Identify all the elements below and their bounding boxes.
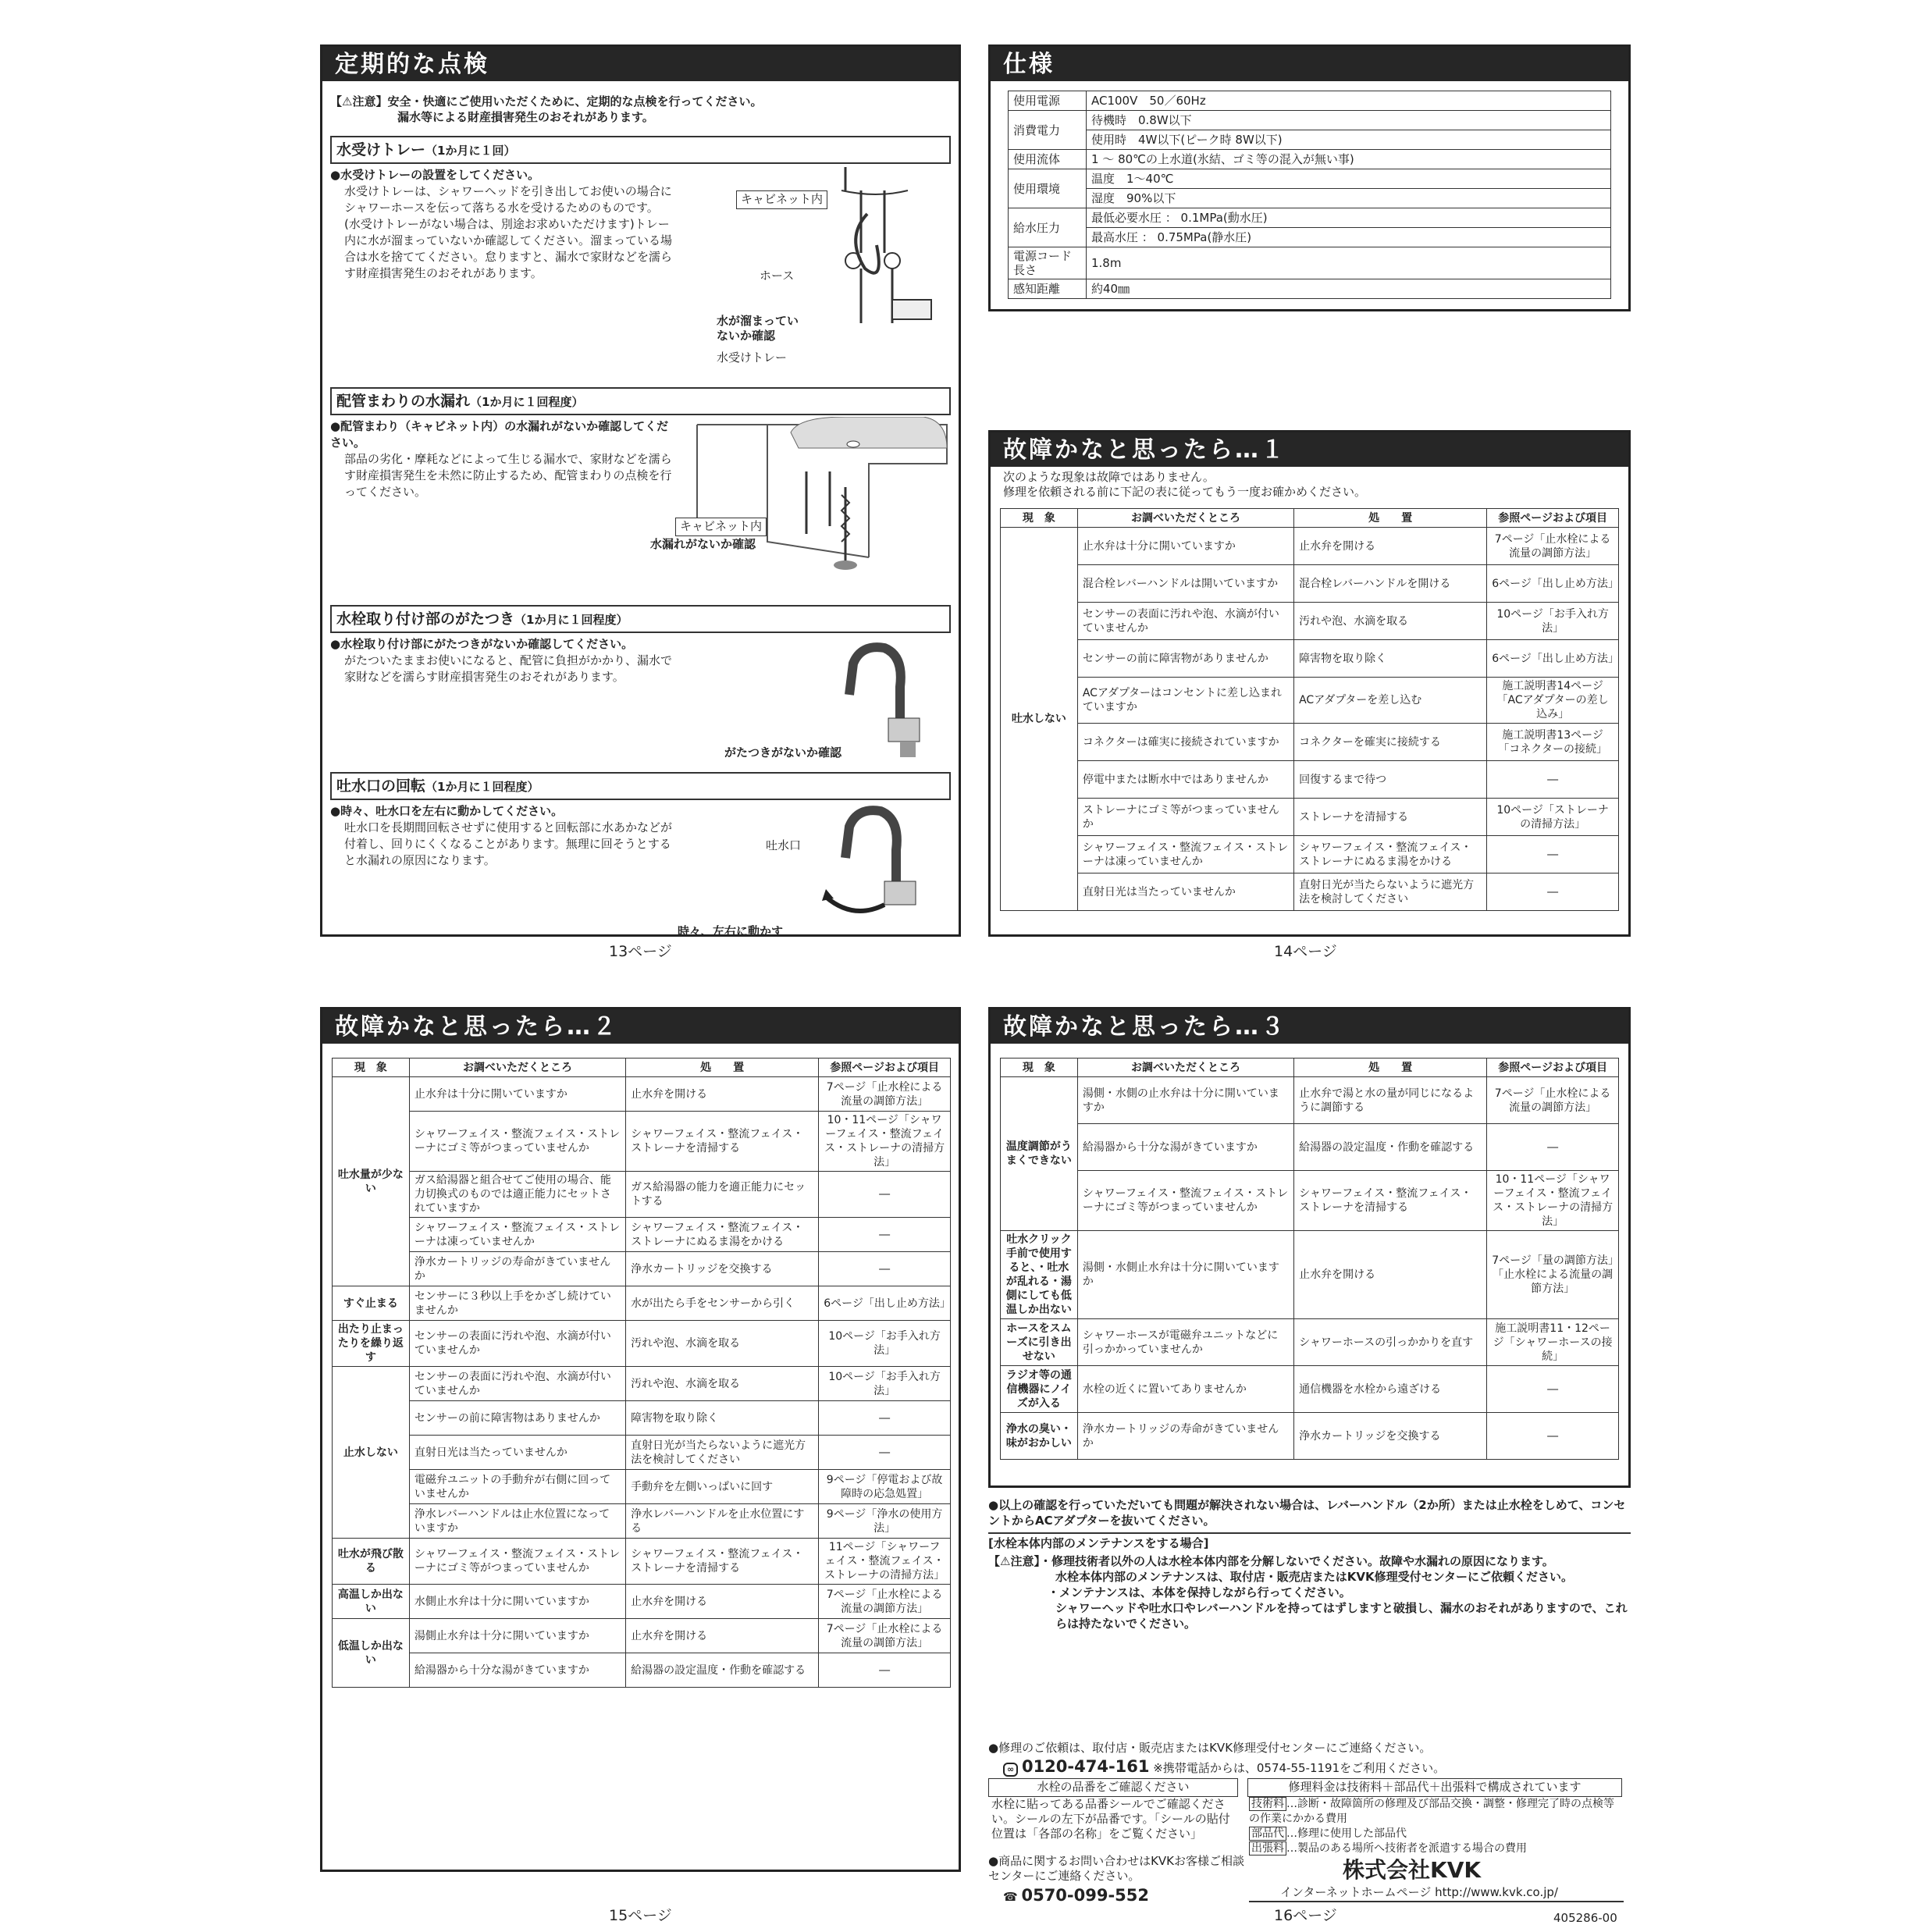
spout-body: 吐水口を長期間回転させずに使用すると回転部に水あかなどが付着し、回りにくくなることがあります。無理に回そうとすると水漏れの原因になります。: [344, 820, 673, 867]
section-spout-label: 吐水口の回転: [336, 777, 426, 795]
phenomenon-cell: 吐水クリック手前で使用すると、・吐水が乱れる・湯側にしても低温しか出ない: [1001, 1231, 1078, 1319]
check-cell: 浄水カートリッジの寿命がきていませんか: [1077, 1413, 1293, 1460]
check-cell: センサーの前に障害物がありませんか: [1077, 640, 1293, 678]
spec-row: [1009, 150, 1611, 169]
action-cell: シャワーフェイス・整流フェイス・ストレーナにぬるま湯をかける: [626, 1218, 819, 1252]
action-cell: 汚れや泡、水滴を取る: [626, 1367, 819, 1401]
check-cell: シャワーフェイス・整流フェイス・ストレーナにゴミ等がつまっていませんか: [409, 1112, 625, 1172]
table-row: [333, 1112, 951, 1172]
action-cell: 止水弁で湯と水の量が同じになるように調節する: [1294, 1077, 1487, 1124]
trouble3-table: [1000, 1058, 1619, 1460]
action-cell: 給湯器の設定温度・作動を確認する: [1294, 1124, 1487, 1171]
table-row: [333, 1286, 951, 1321]
action-cell: 止水弁を開ける: [1294, 528, 1487, 565]
spec-key: 使用流体: [1009, 150, 1087, 169]
action-cell: ガス給湯器の能力を適正能力にセットする: [626, 1172, 819, 1218]
table-row: [333, 1470, 951, 1504]
check-cell: 混合栓レバーハンドルは開いていますか: [1077, 565, 1293, 603]
tel1-number[interactable]: 0120-474-161: [1021, 1757, 1150, 1776]
reference-cell: ―: [819, 1218, 951, 1252]
reference-cell: 施工説明書11・12ページ「シャワーホースの接続」: [1487, 1319, 1619, 1366]
check-cell: 停電中または断水中ではありませんか: [1077, 761, 1293, 799]
table-row: [1001, 724, 1619, 761]
phenomenon-cell: すぐ止まる: [333, 1286, 410, 1321]
table-row: [1001, 640, 1619, 678]
fee-value: …診断・故障箇所の修理及び部品交換・調整・修理完了時の点検等の作業にかかる費用: [1249, 1798, 1614, 1825]
section-pipe-freq: （1か月に１回程度）: [470, 395, 584, 409]
table-row: [1001, 1319, 1619, 1366]
table-row: [333, 1585, 951, 1619]
navi-dial-icon: ☎: [1003, 1890, 1018, 1904]
spout-lead: ●時々、吐水口を左右に動かしてください。: [330, 804, 564, 818]
table-row: [333, 1077, 951, 1112]
reference-cell: 10・11ページ「シャワーフェイス・整流フェイス・ストレーナの清掃方法」: [819, 1112, 951, 1172]
spec-value: 約40㎜: [1087, 279, 1611, 299]
action-cell: コネクターを確実に接続する: [1294, 724, 1487, 761]
table-header-row: [1001, 509, 1619, 528]
table-row: [1001, 1124, 1619, 1171]
fee-value: …修理に使用した部品代: [1286, 1827, 1407, 1840]
reference-cell: 10ページ「ストレーナの清掃方法」: [1487, 799, 1619, 836]
caution-line1: 【⚠注意】安全・快適にご使用いただくために、定期的な点検を行ってください。: [330, 94, 763, 109]
check-cell: 給湯器から十分な湯がきていますか: [409, 1653, 625, 1688]
part-body: 水栓に貼ってある品番シールでご確認ください。シールの左下が品番です。「シールの貼付位置は「各部の名称」をご覧ください」: [991, 1797, 1230, 1841]
action-cell: 止水弁を開ける: [626, 1619, 819, 1653]
table-row: [333, 1653, 951, 1688]
maint-line4: シャワーヘッドや吐水口やレバーハンドルを持ってはずしますと破損し、漏水のおそれがありますので、これらは持たないでください。: [1055, 1601, 1628, 1631]
fee-key: 出張料: [1249, 1841, 1286, 1856]
page13-number: 13ページ: [609, 943, 672, 960]
action-cell: ACアダプターを差し込む: [1294, 678, 1487, 724]
check-cell: ストレーナにゴミ等がつまっていませんか: [1077, 799, 1293, 836]
reference-cell: 10ページ「お手入れ方法」: [819, 1367, 951, 1401]
phenomenon-cell: 止水しない: [333, 1367, 410, 1539]
phenomenon-cell: ホースをスムーズに引き出せない: [1001, 1319, 1078, 1366]
maint-title: [水栓本体内部のメンテナンスをする場合]: [988, 1536, 1209, 1550]
reference-cell: ―: [1487, 1413, 1619, 1460]
check-cell: 電磁弁ユニットの手動弁が右側に回っていませんか: [409, 1470, 625, 1504]
spec-value: 最高水圧 ： 0.75MPa(静水圧): [1087, 228, 1611, 247]
table-row: [333, 1504, 951, 1539]
check-cell: ACアダプターはコンセントに差し込まれていますか: [1077, 678, 1293, 724]
reference-cell: 7ページ「止水栓による流量の調節方法」: [819, 1619, 951, 1653]
spec-row: [1009, 130, 1611, 150]
reference-cell: ―: [1487, 836, 1619, 873]
fee-value: …製品のある場所へ技術者を派遣する場合の費用: [1286, 1842, 1527, 1855]
check-cell: 止水弁は十分に開いていますか: [1077, 528, 1293, 565]
trouble1-intro1: 次のような現象は故障ではありません。: [1003, 470, 1215, 484]
table-header-cell: 現 象: [1001, 509, 1078, 528]
spout-move-label: 時々、左右に動かす: [678, 924, 784, 938]
trouble1-table-wrap: [1000, 508, 1619, 911]
check-cell: コネクターは確実に接続されていますか: [1077, 724, 1293, 761]
tray-cabinet-label: キャビネット内: [736, 190, 827, 209]
tray-hose-label: ホース: [760, 269, 795, 283]
check-cell: シャワーフェイス・整流フェイス・ストレーナにゴミ等がつまっていませんか: [1077, 1171, 1293, 1231]
section-tray-freq: （1か月に１回）: [425, 144, 516, 158]
section-wobble-freq: （1か月に１回程度）: [514, 613, 628, 627]
spec-row: [1009, 228, 1611, 247]
reference-cell: 6ページ「出し止め方法」: [1487, 565, 1619, 603]
reference-cell: 9ページ「停電および故障時の応急処置」: [819, 1470, 951, 1504]
table-header-row: [1001, 1059, 1619, 1077]
action-cell: ストレーナを清掃する: [1294, 799, 1487, 836]
spec-row: [1009, 111, 1611, 130]
reference-cell: 11ページ「シャワーフェイス・整流フェイス・ストレーナの清掃方法」: [819, 1539, 951, 1585]
section-tray-label: 水受けトレー: [336, 141, 426, 158]
fee-key: 技術料: [1249, 1797, 1286, 1811]
spec-key: 使用電源: [1009, 91, 1087, 111]
action-cell: 浄水カートリッジを交換する: [1294, 1413, 1487, 1460]
spec-value: 温度 1～40℃: [1087, 169, 1611, 189]
action-cell: 手動弁を左側いっぱいに回す: [626, 1470, 819, 1504]
check-cell: ガス給湯器と組合せてご使用の場合、能力切換式のものでは適正能力にセットされていますか: [409, 1172, 625, 1218]
table-row: [1001, 528, 1619, 565]
spout-illustration: [822, 803, 947, 920]
spec-key: 使用環境: [1009, 169, 1087, 208]
spec-row: [1009, 208, 1611, 228]
check-cell: センサーに３秒以上手をかざし続けていませんか: [409, 1286, 625, 1321]
trouble3-table-wrap: [1000, 1058, 1619, 1460]
page13-panel: [320, 44, 961, 937]
tel1-note: ※携帯電話からは、0574-55-1191をご利用ください。: [1153, 1761, 1446, 1775]
action-cell: 止水弁を開ける: [626, 1585, 819, 1619]
table-row: [333, 1252, 951, 1286]
table-row: [1001, 1171, 1619, 1231]
table-row: [333, 1172, 951, 1218]
pipe-cabinet-label: キャビネット内: [675, 518, 767, 536]
table-row: [333, 1367, 951, 1401]
table-row: [333, 1436, 951, 1470]
table-header-cell: 処 置: [626, 1059, 819, 1077]
contact-note: ●商品に関するお問い合わせはKVKお客様ご相談センターにご連絡ください。: [988, 1854, 1245, 1883]
phenomenon-cell: 吐水しない: [1001, 528, 1078, 911]
page15-number: 15ページ: [609, 1907, 672, 1924]
reference-cell: 10・11ページ「シャワーフェイス・整流フェイス・ストレーナの清掃方法」: [1487, 1171, 1619, 1231]
check-cell: センサーの表面に汚れや泡、水滴が付いていませんか: [409, 1367, 625, 1401]
fee-row: [1249, 1827, 1624, 1841]
table-row: [1001, 799, 1619, 836]
table-row: [1001, 1413, 1619, 1460]
action-cell: 直射日光が当たらないように遮光方法を検討してください: [626, 1436, 819, 1470]
check-cell: シャワーフェイス・整流フェイス・ストレーナにゴミ等がつまっていませんか: [409, 1539, 625, 1585]
phenomenon-cell: ラジオ等の通信機器にノイズが入る: [1001, 1366, 1078, 1413]
action-cell: シャワーフェイス・整流フェイス・ストレーナを清掃する: [626, 1539, 819, 1585]
pipe-lead: ●配管まわり（キャビネット内）の水漏れがないか確認してください。: [330, 419, 669, 450]
action-cell: 直射日光が当たらないように遮光方法を検討してください: [1294, 873, 1487, 911]
action-cell: 障害物を取り除く: [626, 1401, 819, 1436]
part-title: 水栓の品番をご確認ください: [988, 1778, 1238, 1797]
section-tray-title: [330, 136, 951, 164]
reference-cell: ―: [819, 1653, 951, 1688]
action-cell: 浄水カートリッジを交換する: [626, 1252, 819, 1286]
table-row: [1001, 565, 1619, 603]
spec-key: 感知距離: [1009, 279, 1087, 299]
table-header-cell: お調べいただくところ: [1077, 509, 1293, 528]
check-cell: 湯側止水弁は十分に開いていますか: [409, 1619, 625, 1653]
spec-row: [1009, 91, 1611, 111]
trouble1-table: [1000, 508, 1619, 911]
table-row: [1001, 1077, 1619, 1124]
reference-cell: 7ページ「止水栓による流量の調節方法」: [819, 1585, 951, 1619]
spec-value: 待機時 0.8W以下: [1087, 111, 1611, 130]
maint-line2: 水栓本体内部のメンテナンスは、取付店・販売店またはKVK修理受付センターにご依頼ください。: [1055, 1570, 1574, 1584]
phenomenon-cell: 浄水の臭い・味がおかしい: [1001, 1413, 1078, 1460]
phenomenon-cell: 吐水量が少ない: [333, 1077, 410, 1286]
page14-number: 14ページ: [1274, 943, 1337, 960]
trouble2-title: 故障かなと思ったら…２: [322, 1009, 959, 1044]
reference-cell: ―: [1487, 761, 1619, 799]
phenomenon-cell: 低温しか出ない: [333, 1619, 410, 1688]
maint-line3: ・メンテナンスは、本体を保持しながら行ってください。: [1048, 1585, 1351, 1599]
trouble1-title: 故障かなと思ったら…１: [991, 432, 1628, 467]
tray-body: 水受けトレーは、シャワーヘッドを引き出してお使いの場合にシャワーホースを伝って落ちる水を受けるためのものです。(水受けトレーがない場合は、別途お求めいただけます)トレー内に水が溜まっていないか確認してください。溜まっている場合は水を捨ててください。怠りますと、漏水で家財などを濡らす財産損害発生のおそれがあります。: [344, 184, 673, 280]
company-url[interactable]: インターネットホームページ http://www.kvk.co.jp/: [1280, 1885, 1558, 1899]
table-header-cell: お調べいただくところ: [409, 1059, 625, 1077]
pipe-body: 部品の劣化・摩耗などによって生じる漏水で、家財などを濡らす財産損害発生を未然に防止するため、配管まわりの点検を行ってください。: [344, 452, 672, 499]
fee-row: [1249, 1841, 1624, 1856]
check-cell: センサーの前に障害物はありませんか: [409, 1401, 625, 1436]
trouble3-panel: [988, 1007, 1631, 1488]
check-cell: シャワーフェイス・整流フェイス・ストレーナは凍っていませんか: [1077, 836, 1293, 873]
trouble2-table: [332, 1058, 951, 1688]
table-row: [1001, 678, 1619, 724]
check-cell: 止水弁は十分に開いていますか: [409, 1077, 625, 1112]
reference-cell: 7ページ「量の調節方法」「止水栓による流量の調節方法」: [1487, 1231, 1619, 1319]
table-row: [333, 1539, 951, 1585]
table-row: [1001, 761, 1619, 799]
spec-row: [1009, 189, 1611, 208]
section-pipe-title: [330, 387, 951, 415]
check-cell: センサーの表面に汚れや泡、水滴が付いていませんか: [1077, 603, 1293, 640]
tel2-number[interactable]: 0570-099-552: [1021, 1886, 1150, 1905]
repair-note: ●修理のご依頼は、取付店・販売店またはKVK修理受付センターにご連絡ください。: [988, 1741, 1432, 1755]
phenomenon-cell: 吐水が飛び散る: [333, 1539, 410, 1585]
section-wobble-title: [330, 605, 951, 633]
trouble1-intro2: 修理を依頼される前に下記の表に従ってもう一度お確かめください。: [1003, 485, 1367, 499]
pipe-check-label: 水漏れがないか確認: [650, 537, 756, 551]
reference-cell: ―: [1487, 1124, 1619, 1171]
tel2-block: [1003, 1885, 1149, 1906]
spec-panel: [988, 44, 1631, 311]
reference-cell: 7ページ「止水栓による流量の調節方法」: [819, 1077, 951, 1112]
spout-label: 吐水口: [766, 838, 802, 852]
fee-list: [1249, 1797, 1624, 1856]
reference-cell: 6ページ「出し止め方法」: [1487, 640, 1619, 678]
fee-key: 部品代: [1249, 1827, 1286, 1841]
table-row: [1001, 836, 1619, 873]
spec-title: 仕様: [991, 47, 1628, 81]
reference-cell: ―: [819, 1401, 951, 1436]
table-header-cell: 処 置: [1294, 1059, 1487, 1077]
spec-key: 電源コード長さ: [1009, 247, 1087, 279]
table-row: [1001, 1231, 1619, 1319]
spec-table: [1008, 91, 1611, 299]
company-name: 株式会社KVK: [1343, 1857, 1482, 1883]
action-cell: 回復するまで待つ: [1294, 761, 1487, 799]
doc-code: 405286-00: [1553, 1911, 1617, 1925]
spec-value: 湿度 90%以下: [1087, 189, 1611, 208]
table-row: [333, 1401, 951, 1436]
reference-cell: ―: [819, 1252, 951, 1286]
action-cell: シャワーホースの引っかかりを直す: [1294, 1319, 1487, 1366]
action-cell: シャワーフェイス・整流フェイス・ストレーナを清掃する: [626, 1112, 819, 1172]
wobble-body: がたついたままお使いになると、配管に負担がかかり、漏水で家財などを濡らす財産損害発生のおそれがあります。: [344, 653, 673, 684]
action-cell: 水が出たら手をセンサーから引く: [626, 1286, 819, 1321]
check-cell: 直射日光は当たっていませんか: [409, 1436, 625, 1470]
spec-value: 最低必要水圧 ： 0.1MPa(動水圧): [1087, 208, 1611, 228]
maint-line1: 【⚠注意】・修理技術者以外の人は水栓本体内部を分解しないでください。故障や水漏れの原因になります。: [988, 1554, 1554, 1568]
maint-divider: [988, 1532, 1631, 1534]
freedial-icon: ∞: [1003, 1763, 1018, 1777]
trouble2-table-wrap: [332, 1058, 951, 1688]
action-cell: 汚れや泡、水滴を取る: [626, 1321, 819, 1367]
spec-row: [1009, 169, 1611, 189]
fee-title: 修理料金は技術料＋部品代＋出張料で構成されています: [1247, 1778, 1622, 1797]
reference-cell: 10ページ「お手入れ方法」: [819, 1321, 951, 1367]
tray-lead: ●水受けトレーの設置をしてください。: [330, 168, 540, 182]
spec-key: 消費電力: [1009, 111, 1087, 150]
caution-line2: 漏水等による財産損害発生のおそれがあります。: [397, 110, 654, 124]
table-header-cell: 参照ページおよび項目: [1487, 509, 1619, 528]
reference-cell: 施工説明書13ページ「コネクターの接続」: [1487, 724, 1619, 761]
maint-block: [988, 1553, 1636, 1631]
table-row: [1001, 873, 1619, 911]
table-header-cell: お調べいただくところ: [1077, 1059, 1293, 1077]
reference-cell: 6ページ「出し止め方法」: [819, 1286, 951, 1321]
reference-cell: 施工説明書14ページ「ACアダプターの差し込み」: [1487, 678, 1619, 724]
action-cell: シャワーフェイス・整流フェイス・ストレーナにぬるま湯をかける: [1294, 836, 1487, 873]
section-spout-freq: （1か月に１回程度）: [425, 780, 539, 794]
reference-cell: ―: [819, 1172, 951, 1218]
spec-value: AC100V 50／60Hz: [1087, 91, 1611, 111]
table-row: [1001, 603, 1619, 640]
action-cell: 止水弁を開ける: [1294, 1231, 1487, 1319]
section-spout-title: [330, 772, 951, 800]
trouble3-title: 故障かなと思ったら…３: [991, 1009, 1628, 1044]
tray-check-label: 水が溜まっていないか確認: [717, 314, 799, 343]
page16-number: 16ページ: [1274, 1907, 1337, 1924]
faucet-illustration: [822, 640, 939, 757]
trouble3-after: ●以上の確認を行っていただいても問題が解決されない場合は、レバーハンドル（2か所）または止水栓をしめて、コンセントからACアダプターを抜いてください。: [988, 1498, 1626, 1528]
action-cell: 混合栓レバーハンドルを開ける: [1294, 565, 1487, 603]
check-cell: センサーの表面に汚れや泡、水滴が付いていませんか: [409, 1321, 625, 1367]
spec-row: [1009, 279, 1611, 299]
page13-caution: [330, 94, 947, 125]
phenomenon-cell: 出たり止まったりを繰り返す: [333, 1321, 410, 1367]
section-pipe-label: 配管まわりの水漏れ: [336, 393, 471, 410]
table-header-cell: 処 置: [1294, 509, 1487, 528]
table-header-cell: 現 象: [333, 1059, 410, 1077]
spec-value: 1.8m: [1087, 247, 1611, 279]
check-cell: 浄水カートリッジの寿命がきていませんか: [409, 1252, 625, 1286]
check-cell: 浄水レバーハンドルは止水位置になっていますか: [409, 1504, 625, 1539]
reference-cell: ―: [819, 1436, 951, 1470]
tel1-block: [1003, 1756, 1445, 1777]
check-cell: シャワーフェイス・整流フェイス・ストレーナは凍っていませんか: [409, 1218, 625, 1252]
check-cell: シャワーホースが電磁弁ユニットなどに引っかかっていませんか: [1077, 1319, 1293, 1366]
reference-cell: 9ページ「浄水の使用方法」: [819, 1504, 951, 1539]
footer-divider: [1249, 1901, 1624, 1902]
table-row: [333, 1619, 951, 1653]
check-cell: 給湯器から十分な湯がきていますか: [1077, 1124, 1293, 1171]
table-header-row: [333, 1059, 951, 1077]
wobble-lead: ●水栓取り付け部にがたつきがないか確認してください。: [330, 637, 634, 651]
action-cell: 浄水レバーハンドルを止水位置にする: [626, 1504, 819, 1539]
spec-row: [1009, 247, 1611, 279]
table-header-cell: 参照ページおよび項目: [1487, 1059, 1619, 1077]
action-cell: 障害物を取り除く: [1294, 640, 1487, 678]
section-wobble-label: 水栓取り付け部のがたつき: [336, 610, 515, 628]
wobble-check-label: がたつきがないか確認: [724, 745, 842, 760]
phenomenon-cell: 高温しか出ない: [333, 1585, 410, 1619]
check-cell: 直射日光は当たっていませんか: [1077, 873, 1293, 911]
tray-tray-label: 水受けトレー: [717, 350, 788, 365]
check-cell: 水側止水弁は十分に開いていますか: [409, 1585, 625, 1619]
reference-cell: ―: [1487, 1366, 1619, 1413]
reference-cell: ―: [1487, 873, 1619, 911]
phenomenon-cell: 温度調節がうまくできない: [1001, 1077, 1078, 1231]
reference-cell: 10ページ「お手入れ方法」: [1487, 603, 1619, 640]
spec-value: 使用時 4W以下(ピーク時 8W以下): [1087, 130, 1611, 150]
spec-table-wrap: [1008, 91, 1611, 299]
spec-key: 給水圧力: [1009, 208, 1087, 247]
table-row: [333, 1321, 951, 1367]
action-cell: 汚れや泡、水滴を取る: [1294, 603, 1487, 640]
action-cell: 給湯器の設定温度・作動を確認する: [626, 1653, 819, 1688]
reference-cell: 7ページ「止水栓による流量の調節方法」: [1487, 528, 1619, 565]
spec-value: 1 ～ 80℃の上水道(氷結、ゴミ等の混入が無い事): [1087, 150, 1611, 169]
fee-row: [1249, 1797, 1624, 1827]
check-cell: 湯側・水側の止水弁は十分に開いていますか: [1077, 1077, 1293, 1124]
action-cell: 止水弁を開ける: [626, 1077, 819, 1112]
trouble2-panel: [320, 1007, 961, 1872]
action-cell: 通信機器を水栓から遠ざける: [1294, 1366, 1487, 1413]
page13-title: 定期的な点検: [322, 47, 959, 81]
check-cell: 水栓の近くに置いてありませんか: [1077, 1366, 1293, 1413]
trouble1-panel: [988, 430, 1631, 937]
action-cell: シャワーフェイス・整流フェイス・ストレーナを清掃する: [1294, 1171, 1487, 1231]
table-header-cell: 参照ページおよび項目: [819, 1059, 951, 1077]
table-header-cell: 現 象: [1001, 1059, 1078, 1077]
reference-cell: 7ページ「止水栓による流量の調節方法」: [1487, 1077, 1619, 1124]
check-cell: 湯側・水側止水弁は十分に開いていますか: [1077, 1231, 1293, 1319]
table-row: [1001, 1366, 1619, 1413]
table-row: [333, 1218, 951, 1252]
